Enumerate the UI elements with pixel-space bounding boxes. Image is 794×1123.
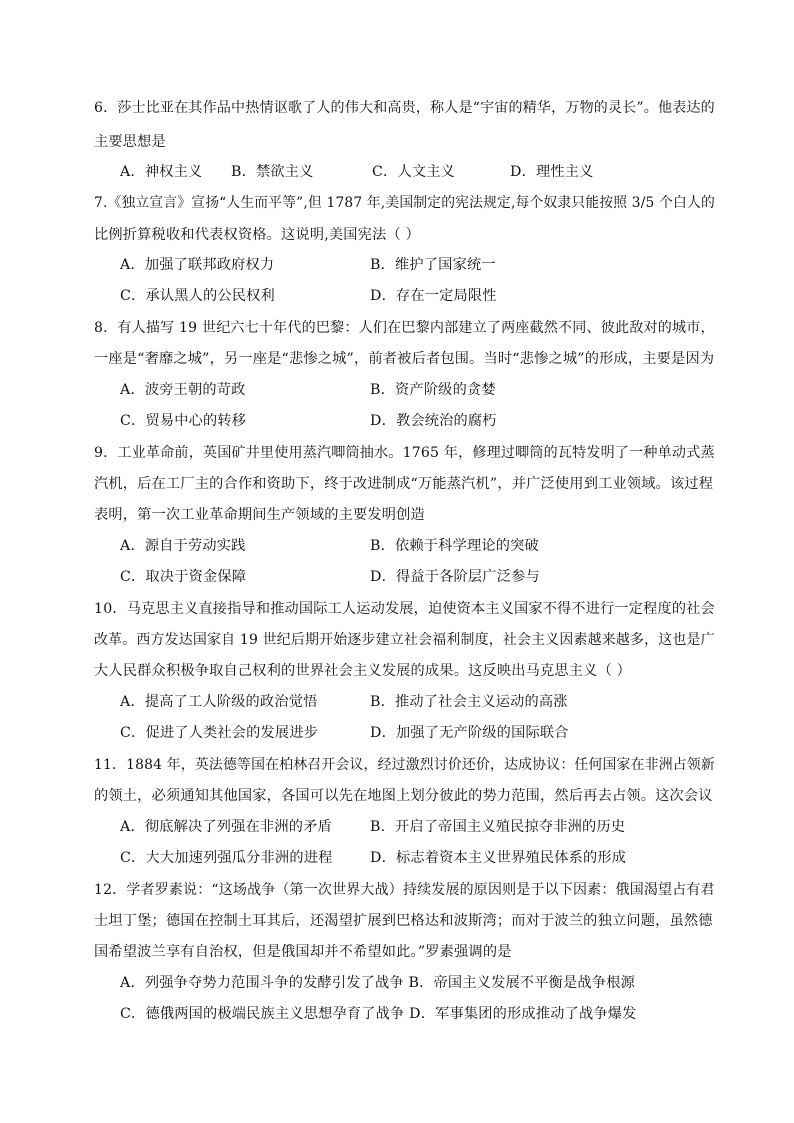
question-stem-line: 一座是“奢靡之城”，另一座是“悲惨之城”，前者被后者包围。当时“悲惨之城”的形成，主要是因为 <box>94 351 715 367</box>
option-a[interactable]: A．加强了联邦政府权力 <box>120 257 275 273</box>
option-c[interactable]: C．贸易中心的转移 <box>120 413 247 429</box>
option-d[interactable]: D．加强了无产阶级的国际联合 <box>370 725 569 741</box>
question-stem-line: 12．学者罗素说：“这场战争（第一次世界大战）持续发展的原因则是于以下因素：俄国渴望占有君 <box>94 882 715 898</box>
question-stem-line: 改革。西方发达国家自 19 世纪后期开始逐步建立社会福利制度，社会主义因素越来越多，这也是广 <box>94 632 715 648</box>
option-a[interactable]: A．波旁王朝的苛政 <box>120 382 246 398</box>
option-b[interactable]: B．资产阶级的贪婪 <box>370 382 496 398</box>
option-c[interactable]: C．人文主义 <box>372 164 455 180</box>
option-c[interactable] <box>120 1004 637 1024</box>
question-stem-line: 主要思想是 <box>94 134 166 150</box>
question-stem-line: 9．工业革命前，英国矿井里使用蒸汽唧筒抽水。1765 年，修理过唧筒的瓦特发明了一种单动式蒸 <box>94 445 715 461</box>
question-stem-line: 6．莎士比亚在其作品中热情讴歌了人的伟大和高贵，称人是“宇宙的精华，万物的灵长”。他表达的 <box>94 100 715 116</box>
option-a[interactable]: A．源自于劳动实践 <box>120 538 246 554</box>
option-c[interactable]: C．大大加速列强瓜分非洲的进程 <box>120 850 333 866</box>
question-stem-line: 大人民群众积极争取自己权利的世界社会主义发展的成果。这反映出马克思主义（ ） <box>94 663 632 679</box>
question-stem-line: 8．有人描写 19 世纪六七十年代的巴黎：人们在巴黎内部建立了两座截然不同、彼此敌对的城市， <box>94 320 715 336</box>
option-d[interactable]: D．标志着资本主义世界殖民体系的形成 <box>370 850 627 866</box>
option-c[interactable]: C．取决于资金保障 <box>120 569 247 585</box>
option-d[interactable]: D．得益于各阶层广泛参与 <box>370 569 540 585</box>
option-b[interactable]: B．维护了国家统一 <box>370 257 496 273</box>
option-a[interactable]: A．彻底解决了列强在非洲的矛盾 <box>120 819 332 835</box>
option-c[interactable]: C．促进了人类社会的发展进步 <box>120 725 319 741</box>
option-a[interactable]: A．神权主义 <box>120 164 203 180</box>
option-c-text: C．德俄两国的极端民族主义思想孕育了战争 <box>120 1006 405 1022</box>
question-stem-line: 10．马克思主义直接指导和推动国际工人运动发展，迫使资本主义国家不得不进行一定程度的社会 <box>94 601 715 617</box>
option-d[interactable]: D．存在一定局限性 <box>370 288 497 304</box>
option-b[interactable]: B．禁欲主义 <box>231 164 314 180</box>
question-stem-line: 7.《独立宣言》宣扬“人生而平等”,但 1787 年,美国制定的宪法规定,每个奴隶只能按照 3/5 个白人的 <box>94 195 715 211</box>
option-b[interactable]: B．推动了社会主义运动的高涨 <box>370 694 568 710</box>
question-stem-line: 汽机，后在工厂主的合作和资助下，终于改进制成“万能蒸汽机”，并广泛使用到工业领域。该过程 <box>94 476 714 492</box>
option-c[interactable]: C．承认黑人的公民权利 <box>120 288 275 304</box>
option-d-text[interactable]: D．军事集团的形成推动了战争爆发 <box>409 1006 637 1022</box>
option-b[interactable]: B．依赖于科学理论的突破 <box>370 538 539 554</box>
option-a[interactable]: A．提高了工人阶级的政治觉悟 <box>120 694 318 710</box>
question-stem-line: 士坦丁堡；德国在控制土耳其后，还渴望扩展到巴格达和波斯湾；而对于波兰的独立问题，虽然德 <box>94 913 713 929</box>
question-stem-line: 比例折算税收和代表权资格。这说明,美国宪法（ ） <box>94 227 420 243</box>
question-stem-line: 的领土，必须通知其他国家，各国可以先在地图上划分彼此的势力范围，然后再去占领。这次会议 <box>94 788 713 804</box>
option-a-text: A．列强争夺势力范围斗争的发酵引发了战争 <box>120 975 404 991</box>
option-b[interactable]: B．开启了帝国主义殖民掠夺非洲的历史 <box>370 819 626 835</box>
option-a[interactable] <box>120 973 635 993</box>
option-d[interactable]: D．教会统治的腐朽 <box>370 413 497 429</box>
question-stem-line: 表明，第一次工业革命期间生产领域的主要发明创造 <box>94 507 425 523</box>
option-d[interactable]: D．理性主义 <box>510 164 594 180</box>
question-stem-line: 11．1884 年，英法德等国在柏林召开会议，经过激烈讨价还价，达成协议：任何国家在非洲占领新 <box>94 757 715 773</box>
option-b-text[interactable]: B．帝国主义发展不平衡是战争根源 <box>408 975 635 991</box>
question-stem-line: 国希望波兰享有自治权，但是俄国却并不希望如此。”罗素强调的是 <box>94 944 512 960</box>
